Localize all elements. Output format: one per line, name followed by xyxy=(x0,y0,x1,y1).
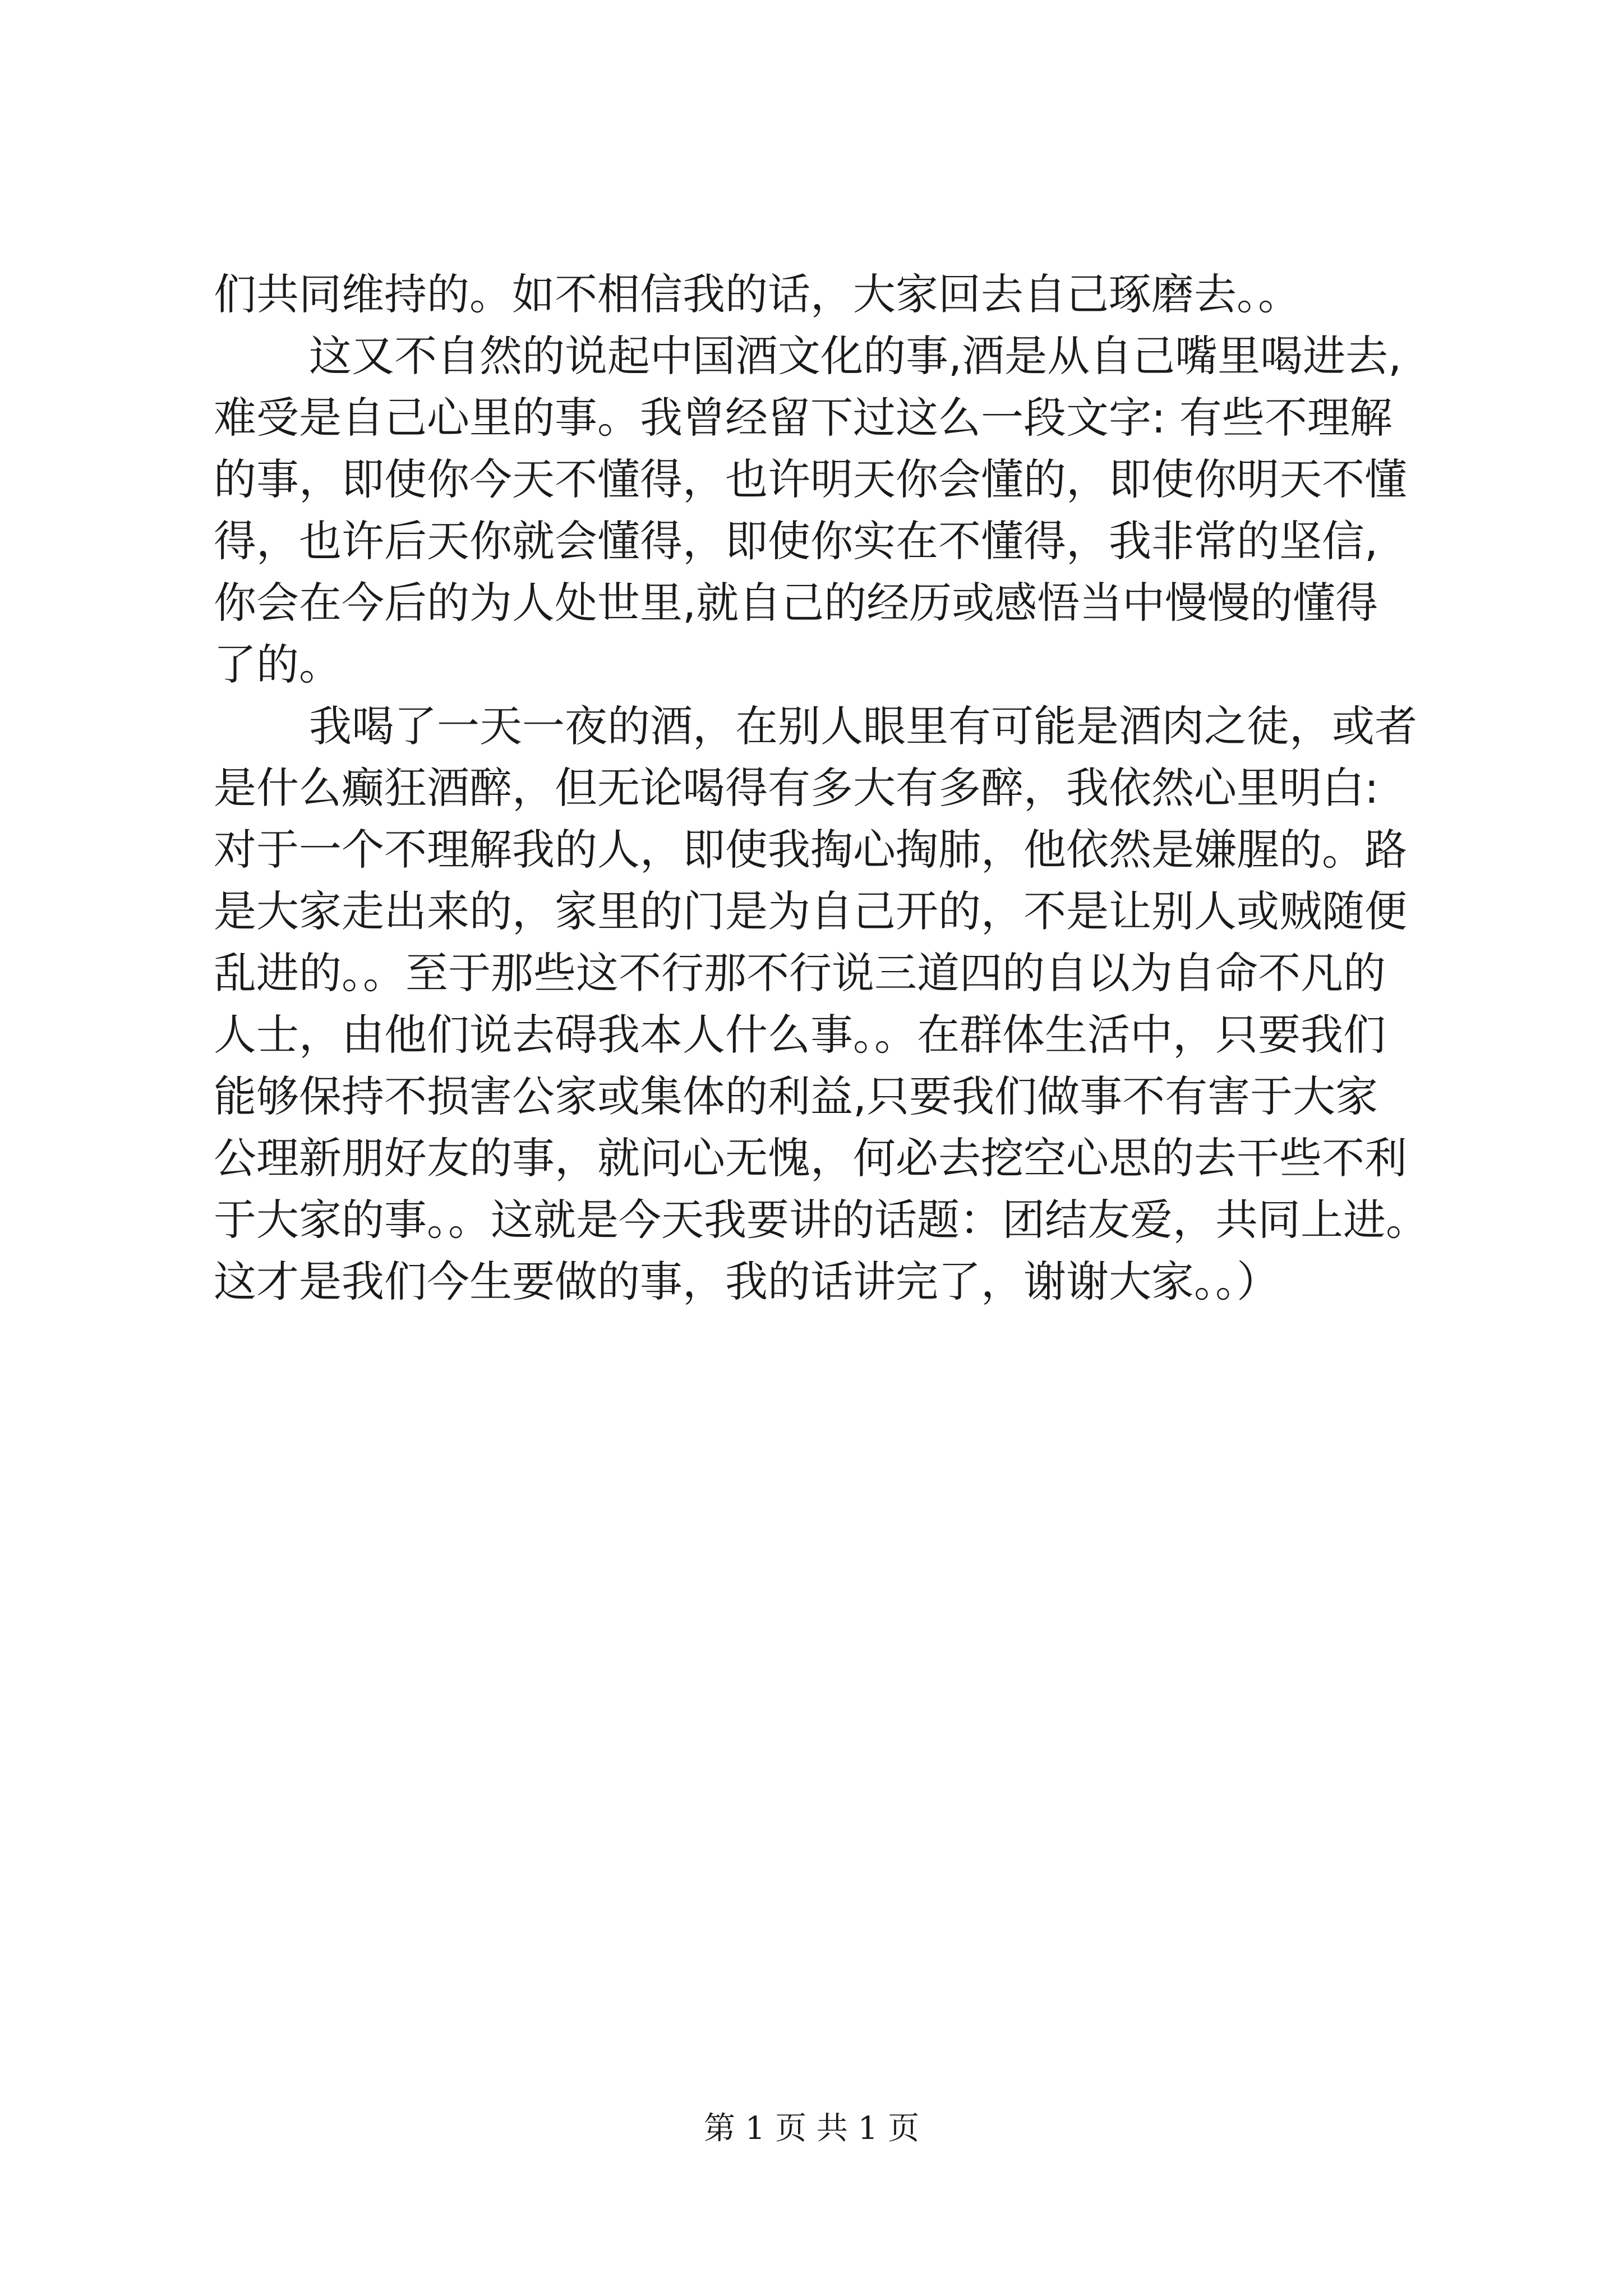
text-line: 是什么癫狂酒醉，但无论喝得有多大有多醉，我依然心里明白: xyxy=(214,763,1379,813)
paragraph-3 xyxy=(214,696,1464,1313)
text-line: 得，也许后天你就会懂得，即使你实在不懂得，我非常的坚信, xyxy=(214,516,1378,566)
text-line: 我喝了一天一夜的酒，在别人眼里有可能是酒肉之徒，或者 xyxy=(309,701,1417,751)
text-line: 能够保持不损害公家或集体的利益,只要我们做事不有害于大家 xyxy=(214,1071,1378,1121)
text-line: 是大家走出来的，家里的门是为自己开的，不是让别人或贼随便 xyxy=(214,886,1407,936)
text-line: 了的。 xyxy=(214,639,342,689)
paragraph-2 xyxy=(214,325,1464,696)
text-line: 于大家的事。。这就是今天我要讲的话题：团结友爱，共同上进。 xyxy=(214,1195,1428,1245)
text-line: 你会在今后的为人处世里,就自己的经历或感悟当中慢慢的懂得 xyxy=(214,578,1378,628)
text-line: 乱进的。。至于那些这不行那不行说三道四的自以为自命不凡的 xyxy=(214,948,1386,998)
text-line: 这才是我们今生要做的事，我的话讲完了，谢谢大家。。） xyxy=(214,1257,1279,1306)
paragraph-1 xyxy=(214,264,1464,325)
document-body xyxy=(214,264,1464,1313)
text-line: 人士，由他们说去碍我本人什么事。。在群体生活中，只要我们 xyxy=(214,1010,1386,1060)
text-line: 们共同维持的。如不相信我的话，大家回去自己琢磨去。。 xyxy=(214,269,1301,319)
text-line: 这又不自然的说起中国酒文化的事,酒是从自己嘴里喝进去, xyxy=(309,331,1402,381)
page-footer: 第 1 页 共 1 页 xyxy=(703,2110,920,2147)
text-line: 公理新朋好友的事，就问心无愧，何必去挖空心思的去干些不利 xyxy=(214,1133,1407,1183)
text-line: 难受是自己心里的事。我曾经留下过这么一段文字: 有些不理解 xyxy=(214,393,1393,443)
text-line: 的事，即使你今天不懂得，也许明天你会懂的，即使你明天不懂 xyxy=(214,454,1407,504)
text-line: 对于一个不理解我的人，即使我掏心掏肺，他依然是嫌腥的。路 xyxy=(214,825,1407,875)
